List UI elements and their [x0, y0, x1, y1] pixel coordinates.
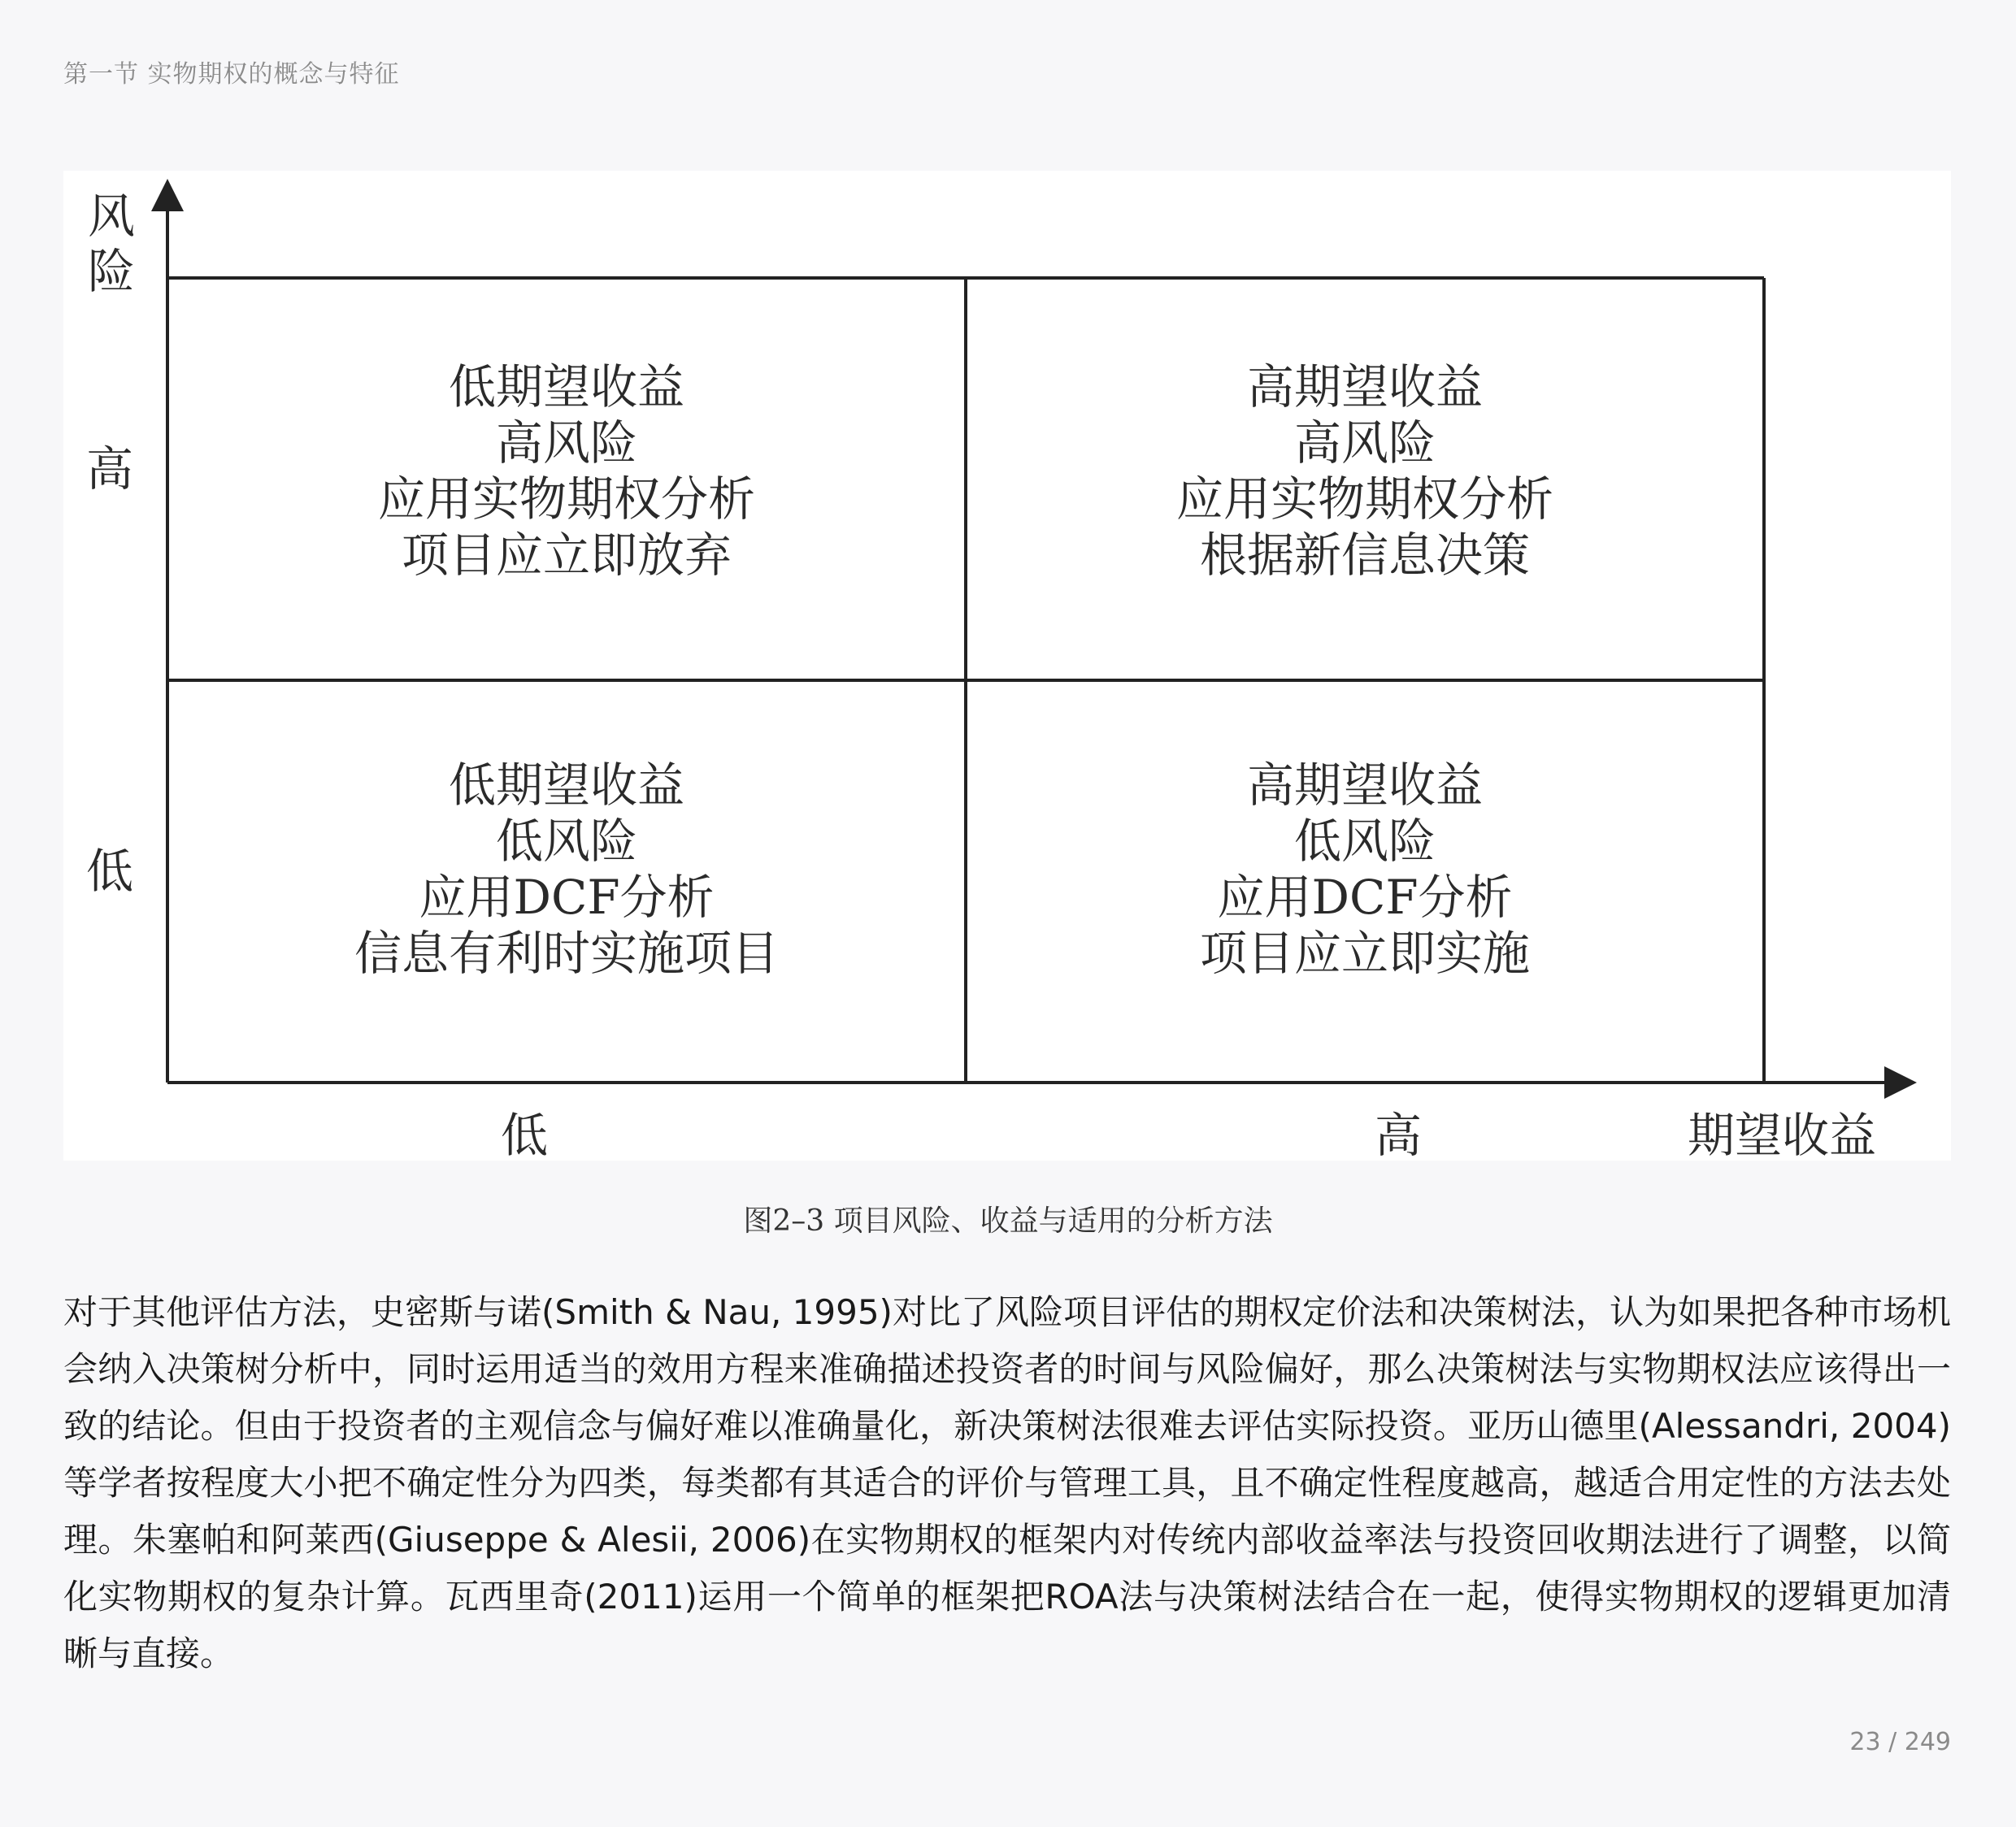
quadrant-line: 信息有利时实施项目 — [354, 926, 779, 981]
quadrant-line: 高风险 — [495, 415, 637, 471]
quadrant-line: 低期望收益 — [448, 757, 684, 813]
matrix-lines — [63, 171, 1951, 1161]
quadrant-line: 应用实物期权分析 — [377, 471, 755, 527]
quadrant-line: 应用DCF分析 — [1217, 870, 1513, 925]
quadrant-line: 项目应立即实施 — [1199, 926, 1530, 981]
quadrant-bottom-right — [966, 757, 1764, 982]
quadrant-bottom-left — [167, 757, 966, 982]
quadrant-line: 低风险 — [495, 814, 637, 869]
quadrant-line: 高风险 — [1293, 415, 1436, 471]
running-header: 第一节 实物期权的概念与特征 — [63, 60, 400, 89]
figure-caption: 图2–3 项目风险、收益与适用的分析方法 — [743, 1204, 1273, 1238]
quadrant-line: 应用实物期权分析 — [1175, 471, 1553, 527]
body-paragraph: 对于其他评估方法，史密斯与诺(Smith & Nau, 1995)对比了风险项目评估的期权定价法和决策树法，认为如果把各种市场机会纳入决策树分析中，同时运用适当的效用方程来准确描述投资者的时间与风险偏好，那么决策树法与实物期权法应该得出一致的结论。但由于投资者的主观信念与偏好难以准确量化，新决策树法很难去评估实际投资。亚历山德里(Alessandri, 2004)等学者按程度大小把不确定性分为四类，每类都有其适合的评价与管理工具，且不确定性程度越高，越适合用定性的方法去处理。朱塞帕和阿莱西(Giuseppe & Alesii, 2006)在实物期权的框架内对传统内部收益率法与投资回收期法进行了调整，以简化实物期权的复杂计算。瓦西里奇(2011)运用一个简单的框架把ROA法与决策树法结合在一起，使得实物期权的逻辑更加清晰与直接。 — [63, 1292, 1951, 1673]
quadrant-line: 应用DCF分析 — [419, 870, 715, 925]
y-tick-high: 高 — [86, 441, 134, 497]
quadrant-top-right — [966, 359, 1764, 584]
quadrant-top-left — [167, 359, 966, 584]
quadrant-line: 根据新信息决策 — [1199, 527, 1530, 583]
x-tick-high: 高 — [1375, 1108, 1423, 1163]
quadrant-line: 项目应立即放弃 — [401, 527, 732, 583]
x-axis-title: 期望收益 — [1688, 1108, 1877, 1163]
quadrant-line: 高期望收益 — [1246, 757, 1483, 813]
quadrant-line: 高期望收益 — [1246, 359, 1483, 414]
page-number: 23 / 249 — [1849, 1728, 1951, 1756]
quadrant-line: 低风险 — [1293, 814, 1436, 869]
y-axis-title: 风 险 — [87, 189, 135, 299]
quadrant-line: 低期望收益 — [448, 359, 684, 414]
y-tick-low: 低 — [86, 844, 134, 899]
risk-return-matrix-figure — [63, 171, 1951, 1161]
x-tick-low: 低 — [501, 1108, 549, 1163]
